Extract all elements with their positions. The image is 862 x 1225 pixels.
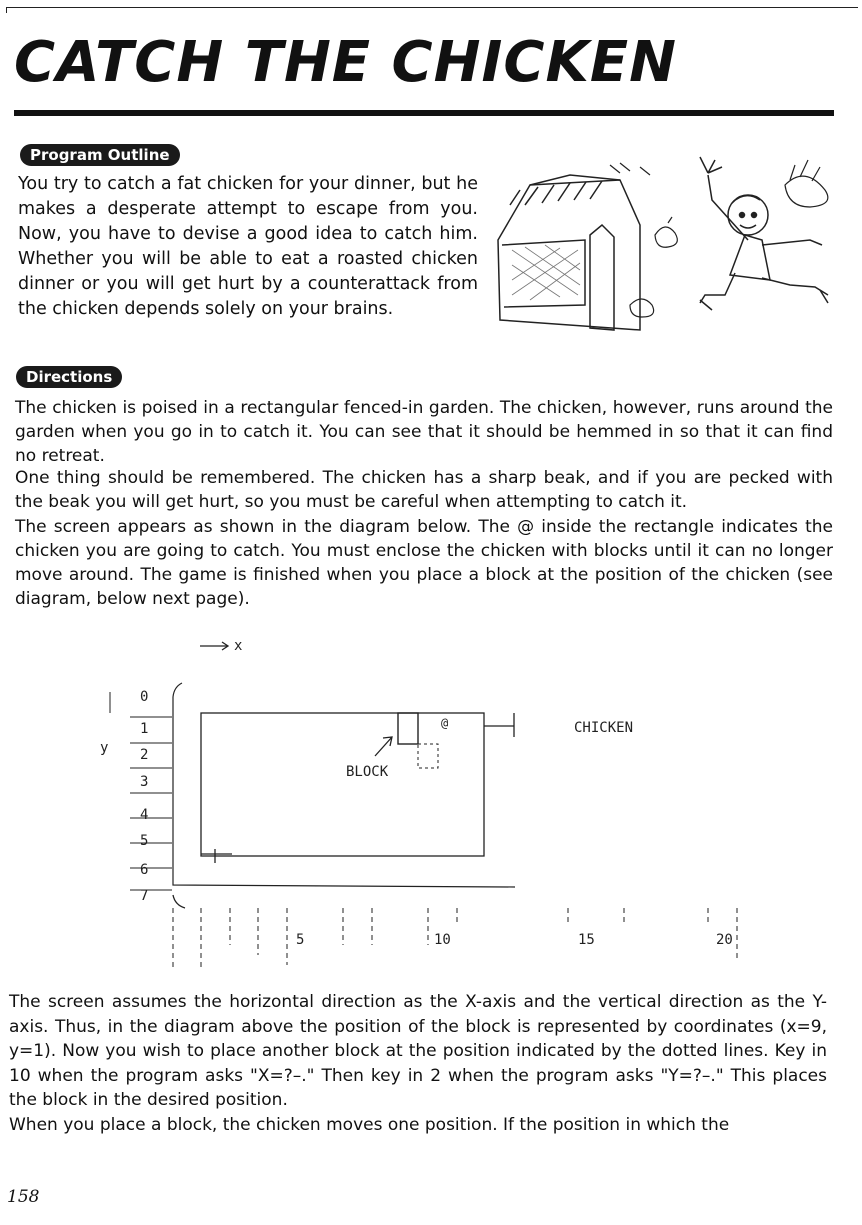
chicken-pointer-line	[484, 713, 514, 737]
y-tick-6: 6	[140, 862, 149, 878]
chicken-symbol: @	[441, 716, 449, 730]
y-tick-4: 4	[140, 807, 149, 823]
y-tick-5: 5	[140, 833, 149, 849]
title-underline	[14, 110, 834, 116]
garden-rectangle	[201, 713, 484, 856]
page-title: CATCH THE CHICKEN	[14, 30, 677, 95]
x-tick-15: 15	[578, 932, 595, 948]
screen-diagram	[0, 625, 862, 970]
directions-paragraph-3: The screen appears as shown in the diagram below. The @ inside the rectangle indicates the chicken you are going to catch. You must enclose the chicken with blocks until it can no longer move around. The game is finished when you place a block at the position of the chicken (see diagram, below next page).	[15, 517, 833, 609]
y-axis-label: y	[100, 740, 109, 756]
directions-paragraph-2: One thing should be remembered. The chicken has a sharp beak, and if you are pecked with the beak you will get hurt, so you must be careful when attempting to catch it.	[15, 468, 833, 512]
x-tick-20: 20	[716, 932, 733, 948]
coordinates-paragraph-2: When you place a block, the chicken moves one position. If the position in which the	[9, 1114, 730, 1135]
y-tick-3: 3	[140, 774, 149, 790]
coordinates-explanation	[9, 990, 827, 1137]
y-tick-0: 0	[140, 689, 149, 705]
x-tick-5: 5	[296, 932, 305, 948]
directions-heading: Directions	[16, 366, 122, 388]
target-block-dotted	[418, 744, 438, 768]
program-outline-text: You try to catch a fat chicken for your dinner, but he makes a desperate attempt to escape from you. Now, you have to devise a good idea to catch him. Whether you will be able to eat a roasted chicken dinner or you will get hurt by a counterattack from the chicken depends solely on your brains.	[18, 174, 478, 319]
running-man-drawing	[700, 157, 828, 310]
x-ruler-ticks	[173, 908, 737, 970]
x-axis-label: x	[234, 638, 243, 654]
chicken-chase-illustration	[490, 145, 845, 345]
doghouse-drawing	[498, 175, 640, 330]
x-tick-10: 10	[434, 932, 451, 948]
y-tick-7: 7	[140, 888, 149, 904]
x-axis-arrow	[200, 642, 228, 650]
chicken-label: CHICKEN	[574, 720, 634, 736]
y-tick-2: 2	[140, 747, 149, 763]
y-tick-1: 1	[140, 721, 149, 737]
chicken-drawings	[610, 160, 828, 317]
program-outline-heading: Program Outline	[20, 144, 180, 166]
top-rule-tick	[6, 7, 7, 13]
top-rule	[6, 7, 858, 8]
coordinates-paragraph-1: The screen assumes the horizontal direction as the X-axis and the vertical direction as the Y-axis. Thus, in the diagram above the position of the block is represented by coordinates (x=9, y=1). Now you wish to place another block at the position indicated by the dotted lines. Key in 10 when the program asks "X=?–." Then key in 2 when the program asks "Y=?–." This places the block in the desired position.	[9, 992, 827, 1110]
block-arrow	[375, 737, 392, 756]
directions-paragraph-1: The chicken is poised in a rectangular fenced-in garden. The chicken, however, runs around the garden when you go in to catch it. You can see that it should be hemmed in so that it can find no retreat.	[15, 398, 833, 466]
block-label: BLOCK	[346, 764, 389, 780]
block-cell	[398, 713, 418, 744]
page-number: 158	[7, 1187, 40, 1207]
